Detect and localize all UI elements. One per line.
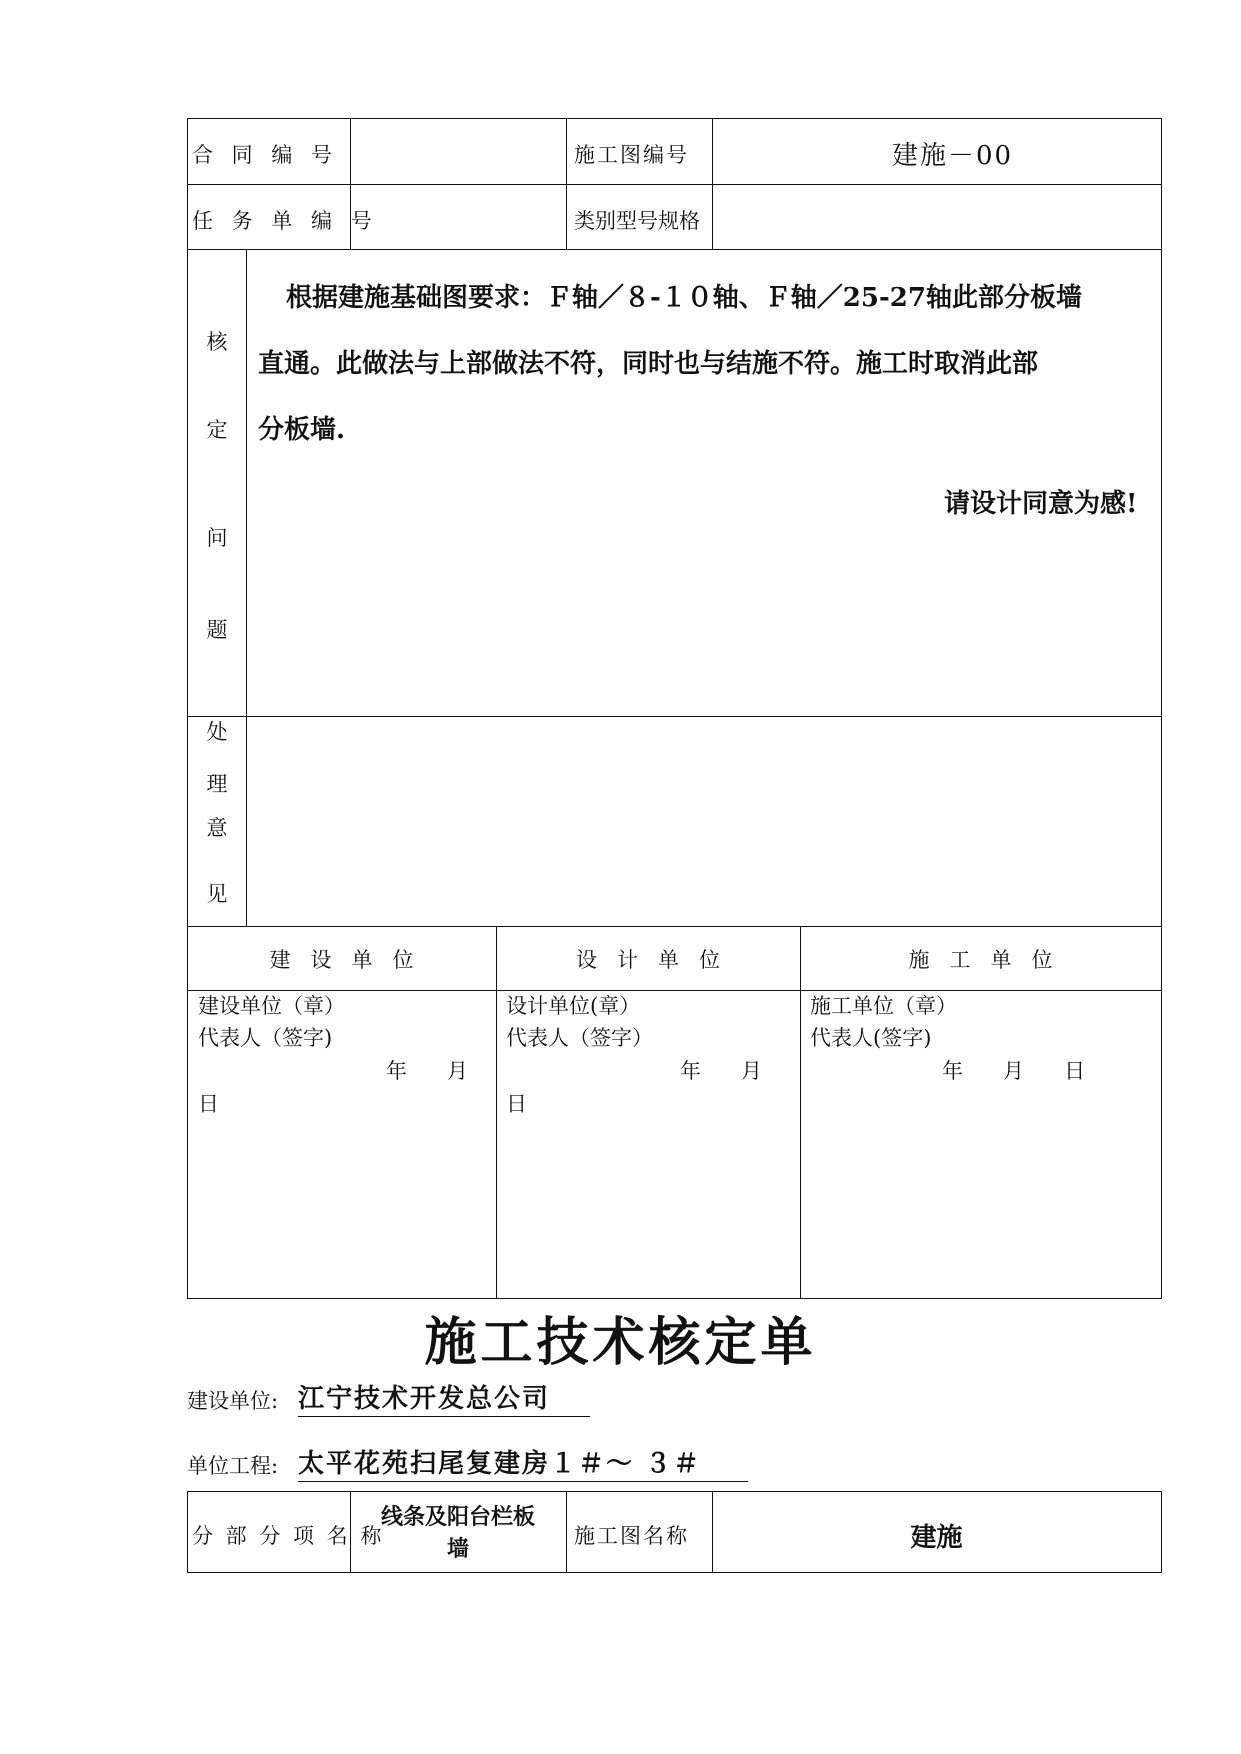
issue-label-char: 题: [206, 618, 228, 642]
handling-label-char: 意: [206, 816, 228, 840]
table-border-bottom: [187, 1298, 1162, 1299]
designer-rep-line: 代表人（签字）: [506, 1026, 653, 1050]
table-border-top: [187, 118, 1162, 119]
designer-date-line: 年 月: [680, 1059, 763, 1083]
drawing-no-value: 建施－00: [892, 141, 1014, 171]
table-divider: [187, 716, 1162, 717]
section-value-line1: 线条及阳台栏板: [380, 1504, 535, 1530]
owner-value: 江宁技术开发总公司: [298, 1378, 590, 1417]
party-header-contractor: 施 工 单 位: [908, 948, 1053, 972]
table-divider: [566, 1491, 567, 1572]
owner-rep-line: 代表人（签字): [198, 1026, 333, 1050]
owner-date-line: 年 月: [386, 1059, 469, 1083]
table-divider: [246, 249, 247, 926]
issue-label-char: 核: [206, 330, 228, 354]
category-label: 类别型号规格: [574, 209, 700, 233]
handling-label-char: 见: [206, 882, 228, 906]
issue-label-char: 定: [206, 418, 228, 442]
party-header-designer: 设 计 单 位: [575, 948, 721, 972]
table-divider: [187, 926, 1162, 927]
drawing-name-label: 施工图名称: [574, 1524, 689, 1548]
issue-line: 根据建施基础图要求：Ｆ轴／８-１０轴、Ｆ轴／25-27轴此部分板墙: [286, 283, 1082, 313]
issue-label-char: 问: [206, 526, 228, 550]
contract-no-label: 合 同 编 号: [192, 143, 339, 167]
table-divider: [187, 249, 1162, 250]
drawing-name-value: 建施: [910, 1523, 963, 1553]
contractor-seal-line: 施工单位（章）: [810, 994, 957, 1018]
handling-label-char: 理: [206, 772, 228, 796]
table-border-top: [187, 1491, 1162, 1492]
section-value-line2: 墙: [446, 1536, 469, 1562]
project-label: 单位工程:: [187, 1454, 279, 1478]
table-divider: [496, 926, 497, 1299]
owner-label: 建设单位:: [187, 1389, 279, 1413]
table-border-right: [1161, 1491, 1162, 1572]
project-value: 太平花苑扫尾复建房１＃～ ３＃: [298, 1443, 748, 1482]
issue-closing: 请设计同意为感!: [944, 489, 1138, 519]
section-label: 分 部 分 项 名 称: [192, 1524, 385, 1548]
form-title: 施工技术核定单: [424, 1312, 817, 1373]
issue-line: 直通。此做法与上部做法不符，同时也与结施不符。施工时取消此部: [258, 349, 1039, 379]
party-header-owner: 建 设 单 位: [269, 948, 414, 972]
task-no-label: 任 务 单 编 号: [192, 209, 378, 233]
table-border-bottom: [187, 1572, 1162, 1573]
table-border-left: [187, 118, 188, 1299]
contractor-date-line: 年 月 日: [942, 1059, 1086, 1083]
table-divider: [800, 926, 801, 1299]
table-divider: [566, 118, 567, 249]
table-divider: [712, 118, 713, 249]
table-border-left: [187, 1491, 188, 1572]
table-border-right: [1161, 118, 1162, 1299]
contractor-rep-line: 代表人(签字): [810, 1026, 932, 1050]
designer-seal-line: 设计单位(章）: [506, 994, 641, 1018]
table-divider: [187, 184, 1162, 185]
designer-day: 日: [506, 1092, 527, 1116]
issue-line: 分板墙.: [258, 415, 346, 445]
owner-seal-line: 建设单位（章）: [198, 994, 345, 1018]
drawing-no-label: 施工图编号: [574, 143, 689, 167]
handling-label-char: 处: [206, 720, 228, 744]
owner-day: 日: [198, 1092, 219, 1116]
